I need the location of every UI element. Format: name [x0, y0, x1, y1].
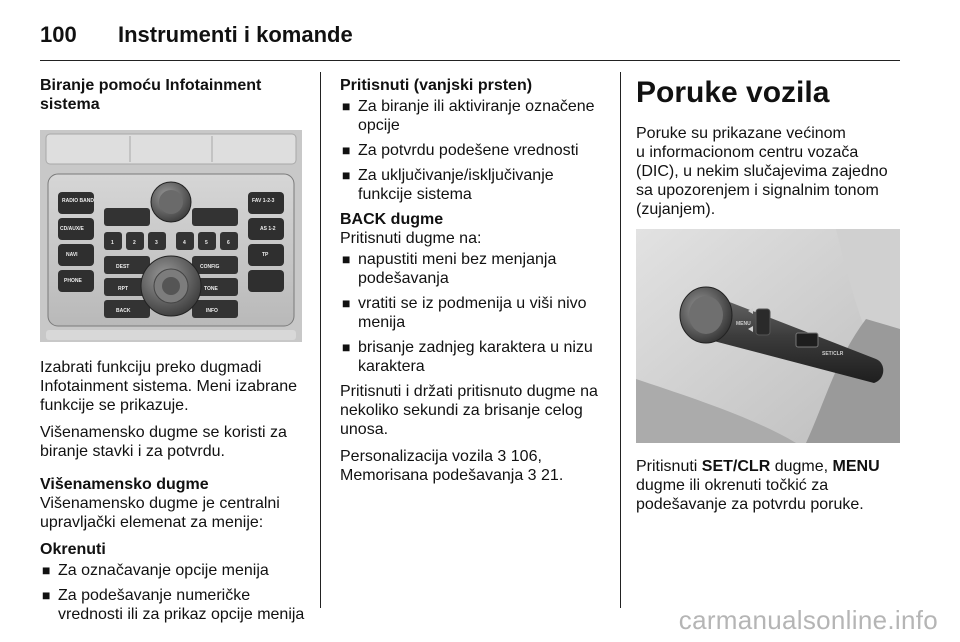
- sub-heading-rotate: Okrenuti: [40, 541, 106, 558]
- menu-button-label: MENU: [832, 458, 880, 475]
- sub-heading-back-button: BACK dugme: [340, 211, 444, 228]
- turn-signal-stalk-image: [636, 229, 900, 443]
- reference-page-106[interactable]: 106,: [510, 448, 542, 465]
- paragraph-back-intro: Pritisnuti dugme na:: [340, 230, 482, 247]
- panel-label-navi: NAVI: [66, 252, 78, 258]
- page-reference-icon: 3: [527, 467, 537, 484]
- list-item: ■ Za podešavanje numeričke vrednosti ili za prikaz opcije menija: [42, 587, 305, 623]
- page-header: [40, 18, 920, 58]
- panel-preset-4: 4: [183, 240, 186, 246]
- panel-label-config: CONFIG: [200, 264, 220, 270]
- panel-preset-1: 1: [111, 240, 114, 246]
- reference-memorized: Memorisana podešavanja: [340, 467, 528, 484]
- paragraph-confirm-message: Pritisnuti SET/CLR dugme, MENU dugme ili okrenuti točkić za podešavanje za potvrdu poruke.: [636, 458, 880, 513]
- section-heading-infotainment: Biranje pomoću Infotainment sistema: [40, 77, 262, 113]
- infotainment-panel-image: [40, 130, 302, 342]
- paragraph-knob-central: Višenamensko dugme je centralni upravljački elemenat za menije:: [40, 495, 280, 531]
- watermark[interactable]: carmanualsonline.info: [678, 605, 938, 635]
- panel-label-rpt: RPT: [118, 286, 128, 292]
- panel-label-info: INFO: [206, 308, 218, 314]
- panel-label-fav: FAV 1-2-3: [252, 198, 275, 204]
- rotate-list: [40, 561, 310, 624]
- column-1: [40, 76, 310, 630]
- reference-personalization: Personalizacija vozila: [340, 448, 498, 465]
- panel-label-radio: RADIO BAND: [62, 198, 94, 204]
- panel-label-phone: PHONE: [64, 278, 82, 284]
- back-list: [340, 250, 610, 376]
- press-list: [340, 97, 610, 204]
- panel-preset-3: 3: [155, 240, 158, 246]
- cross-references: [340, 447, 610, 485]
- list-item: ■ Za potvrdu podešene vrednosti: [342, 142, 579, 159]
- stalk-label-menu: MENU: [736, 321, 751, 327]
- bullet-icon: ■: [342, 98, 351, 114]
- page-number: 100: [40, 22, 77, 47]
- panel-preset-5: 5: [205, 240, 208, 246]
- list-item: ■ Za biranje ili aktiviranje označene opcije: [342, 98, 595, 134]
- column-2: [340, 76, 610, 493]
- panel-label-cd: CD/AUX/E: [60, 226, 84, 232]
- bullet-icon: ■: [342, 339, 351, 355]
- reference-page-21[interactable]: 21.: [541, 467, 564, 484]
- sub-heading-press-outer-ring: Pritisnuti (vanjski prsten): [340, 77, 533, 94]
- sub-heading-multifunction-knob: Višenamensko dugme: [40, 476, 209, 493]
- list-item: ■ Za označavanje opcije menija: [42, 562, 269, 579]
- list-item: ■ vratiti se iz podmenija u viši nivo menija: [342, 295, 587, 331]
- paragraph-multifunction: Višenamensko dugme se koristi za biranje stavki i za potvrdu.: [40, 424, 287, 460]
- panel-label-as: AS 1-2: [260, 226, 276, 232]
- panel-preset-2: 2: [133, 240, 136, 246]
- bullet-icon: ■: [342, 142, 351, 158]
- list-item: ■ Za uključivanje/isključivanje funkcije sistema: [342, 167, 554, 203]
- panel-label-tp: TP: [262, 252, 269, 258]
- bullet-icon: ■: [42, 587, 51, 603]
- list-item: ■ brisanje zadnjeg karaktera u nizu karaktera: [342, 339, 593, 375]
- column-3: [636, 76, 906, 522]
- paragraph-hold-to-delete: Pritisnuti i držati pritisnuto dugme na nekoliko sekundi za brisanje celog unosa.: [340, 383, 598, 438]
- bullet-icon: ■: [42, 562, 51, 578]
- paragraph-select-function: Izabrati funkciju preko dugmadi Infotainment sistema. Meni izabrane funkcije se prikazuje.: [40, 359, 298, 414]
- panel-label-back: BACK: [116, 308, 131, 314]
- column-divider-2: [620, 72, 621, 608]
- panel-preset-6: 6: [227, 240, 230, 246]
- bullet-icon: ■: [342, 167, 351, 183]
- page-reference-icon: 3: [497, 448, 507, 465]
- bullet-icon: ■: [342, 251, 351, 267]
- section-heading-vehicle-messages: Poruke vozila: [636, 76, 830, 109]
- bullet-icon: ■: [342, 295, 351, 311]
- page-title: Instrumenti i komande: [118, 22, 353, 47]
- panel-label-dest: DEST: [116, 264, 130, 270]
- stalk-label-setclr: SET/CLR: [822, 351, 844, 357]
- panel-label-tone: TONE: [204, 286, 218, 292]
- list-item: ■ napustiti meni bez menjanja podešavanja: [342, 251, 557, 287]
- column-divider-1: [320, 72, 321, 608]
- header-rule: [40, 60, 900, 61]
- paragraph-messages-intro: Poruke su prikazane većinom u informacionom centru vozača (DIC), u nekim slučajevima zajedno sa upozorenjem i signalnim tonom (zujanjem).: [636, 125, 888, 218]
- setclr-button-label: SET/CLR: [701, 458, 771, 475]
